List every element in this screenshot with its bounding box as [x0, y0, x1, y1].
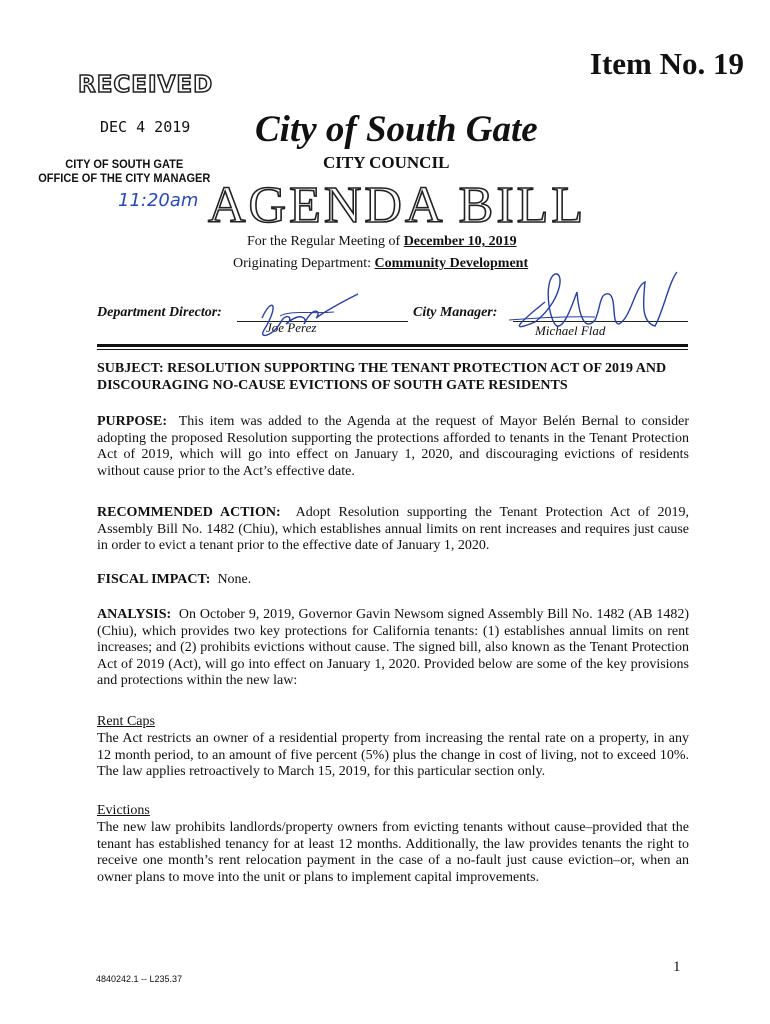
council-title: CITY COUNCIL: [323, 153, 450, 172]
purpose-section: [97, 414, 689, 480]
analysis-section: [97, 607, 689, 690]
office-stamp-line1: CITY OF SOUTH GATE: [65, 157, 184, 171]
received-date: DEC 4 2019: [100, 118, 191, 136]
manager-signature-line: [513, 321, 688, 322]
city-name: City of South Gate: [255, 109, 538, 150]
fiscal-impact-label: FISCAL IMPACT:: [97, 572, 211, 587]
evictions-text: The new law prohibits landlords/property owners from evicting tenants without cause–provided that the tenant has established tenancy for at least 12 months. Additionally, the law provides tenants the right to receive one month’s rent relocation payment in the case of a no-fault just cause eviction–or, when an owner plans to move into the unit or plans to implement capital improvements.: [97, 820, 689, 885]
fiscal-impact-text: None.: [217, 572, 252, 587]
rent-caps-heading: Rent Caps: [97, 714, 155, 729]
purpose-text: This item was added to the Agenda at the request of Mayor Belén Bernal to consider adopting the proposed Resolution supporting the protections afforded to tenants in the Tenant Protection Act of 2019, which will go into effect on January 1, 2020, and discouraging evictions of residents without cause prior to the Act’s effective date.: [97, 414, 689, 479]
city-manager-name: Michael Flad: [535, 323, 606, 338]
analysis-text: On October 9, 2019, Governor Gavin Newsom signed Assembly Bill No. 1482 (AB 1482) (Chiu), which provides two key protections for California tenants: (1) establishes annual limits on rent increases; and (2) prohibits evictions without cause. The signed bill, also known as the Tenant Protection Act of 2019 (Act), will go into effect on January 1, 2020. Provided below are some of the key provisions and protections within the new law:: [97, 607, 690, 689]
recommended-action-section: [97, 505, 689, 555]
analysis-label: ANALYSIS:: [97, 607, 172, 622]
meeting-prefix: For the Regular Meeting of: [247, 234, 404, 249]
rent-caps-text: The Act restricts an owner of a residential property from increasing the rental rate on a property, in any 12 month period, to an amount of five percent (5%) plus the change in cost of living, not to exceed 10%. The law applies retroactively to March 15, 2019, for this particular section only.: [97, 731, 689, 780]
city-manager-label: City Manager:: [413, 305, 498, 320]
department-line: [233, 256, 528, 272]
recommended-action-label: RECOMMENDED ACTION:: [97, 505, 281, 520]
fiscal-impact-section: [97, 572, 689, 589]
director-label: Department Director:: [97, 305, 222, 320]
received-stamp: RECEIVED: [78, 72, 214, 98]
header-rule-thin: [97, 349, 688, 350]
director-name: Joe Perez: [266, 320, 317, 335]
meeting-line: [247, 234, 517, 250]
header-rule-thick: [97, 344, 688, 347]
document-code: 4840242.1 -- L235.37: [96, 974, 183, 984]
office-stamp-line2: OFFICE OF THE CITY MANAGER: [38, 171, 211, 185]
office-stamp: [30, 157, 219, 185]
department-prefix: Originating Department:: [233, 256, 375, 271]
page-number: 1: [673, 959, 681, 975]
subject: SUBJECT: RESOLUTION SUPPORTING THE TENANT PROTECTION ACT OF 2019 AND DISCOURAGING NO-CAUSE EVICTIONS OF SOUTH GATE RESIDENTS: [97, 361, 667, 393]
department-name: Community Development: [374, 256, 529, 271]
meeting-date: December 10, 2019: [403, 234, 517, 249]
recommended-action-text: Adopt Resolution supporting the Tenant Protection Act of 2019, Assembly Bill No. 1482 (Chiu), which establishes annual limits on rent increases and requires just cause in order to evict a tenant prior to the effective date of January 1, 2020.: [97, 505, 690, 554]
purpose-label: PURPOSE:: [97, 414, 167, 429]
evictions-heading: Evictions: [97, 803, 150, 818]
item-number: Item No. 19: [589, 46, 744, 81]
handwritten-time: 11:20am: [118, 190, 199, 211]
agenda-bill-title: AGENDA BILL: [208, 177, 587, 234]
director-signature-line: [237, 321, 408, 322]
